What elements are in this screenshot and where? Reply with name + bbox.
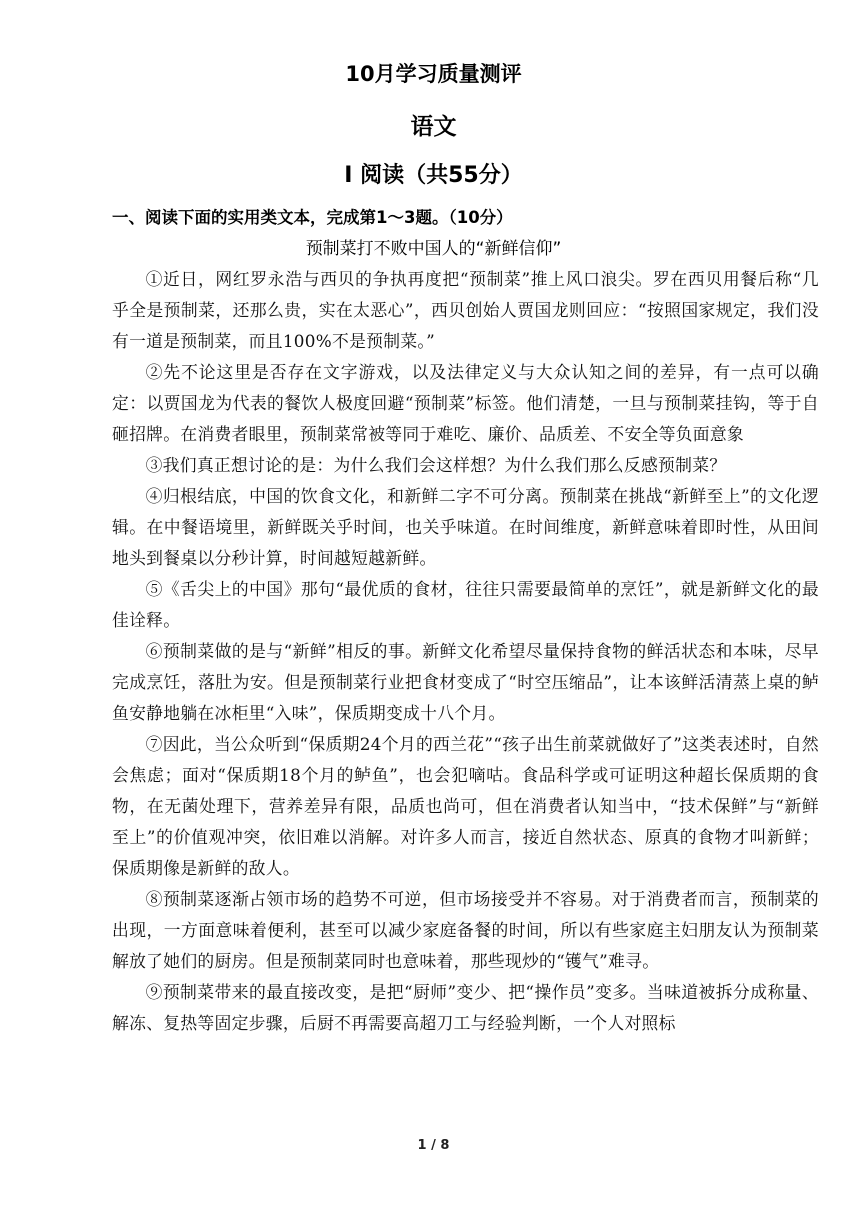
paragraph-9: ⑨预制菜带来的最直接改变，是把“厨师”变少、把“操作员”变多。当味道被拆分成称量、解冻、复热等固定步骤，后厨不再需要高超刀工与经验判断，一个人对照标 — [112, 982, 819, 1033]
paragraph-3: ③我们真正想讨论的是：为什么我们会这样想？为什么我们那么反感预制菜？ — [145, 455, 727, 475]
paragraph-5: ⑤《舌尖上的中国》那句“最优质的食材，往往只需要最简单的烹饪”，就是新鲜文化的最佳诠释。 — [112, 579, 819, 630]
paragraph-1: ①近日，网红罗永浩与西贝的争执再度把“预制菜”推上风口浪尖。罗在西贝用餐后称“几乎全是预制菜，还那么贵，实在太恶心”，西贝创始人贾国龙则回应：“按照国家规定，我们没有一道是预制菜，而且100%不是预制菜。” — [112, 269, 819, 351]
paragraph-4: ④归根结底，中国的饮食文化，和新鲜二字不可分离。预制菜在挑战“新鲜至上”的文化逻辑。在中餐语境里，新鲜既关乎时间，也关乎味道。在时间维度，新鲜意味着即时性，从田间地头到餐桌以分秒计算，时间越短越新鲜。 — [112, 486, 819, 568]
question-instruction: 一、阅读下面的实用类文本，完成第1～3题。（10分） — [112, 208, 513, 227]
subject-title: 语文 — [410, 114, 457, 140]
section-title: I 阅读（共55分） — [344, 163, 523, 188]
article-title: 预制菜打不败中国人的“新鲜信仰” — [305, 239, 562, 259]
paragraph-6: ⑥预制菜做的是与“新鲜”相反的事。新鲜文化希望尽量保持食物的鲜活状态和本味，尽早完成烹饪，落肚为安。但是预制菜行业把食材变成了“时空压缩品”，让本该鲜活清蒸上桌的鲈鱼安静地躺在冰柜里“入味”，保质期变成十八个月。 — [112, 641, 819, 723]
paragraph-2: ②先不论这里是否存在文字游戏，以及法律定义与大众认知之间的差异，有一点可以确定：以贾国龙为代表的餐饮人极度回避“预制菜”标签。他们清楚，一旦与预制菜挂钩，等于自砸招牌。在消费者眼里，预制菜常被等同于难吃、廉价、品质差、不安全等负面意象 — [112, 362, 819, 444]
exam-title: 10月学习质量测评 — [345, 62, 522, 86]
article-body — [112, 264, 819, 1039]
paragraph-8: ⑧预制菜逐渐占领市场的趋势不可逆，但市场接受并不容易。对于消费者而言，预制菜的出现，一方面意味着便利，甚至可以减少家庭备餐的时间，所以有些家庭主妇朋友认为预制菜解放了她们的厨房。但是预制菜同时也意味着，那些现炒的“镬气”难寻。 — [112, 889, 819, 971]
paragraph-7: ⑦因此，当公众听到“保质期24个月的西兰花”“孩子出生前菜就做好了”这类表述时，自然会焦虑；面对“保质期18个月的鲈鱼”，也会犯嘀咕。食品科学或可证明这种超长保质期的食物，在无菌处理下，营养差异有限，品质也尚可，但在消费者认知当中，“技术保鲜”与“新鲜至上”的价值观冲突，依旧难以消解。对许多人而言，接近自然状态、原真的食物才叫新鲜；保质期像是新鲜的敌人。 — [112, 734, 819, 878]
page-number: 1 / 8 — [417, 1138, 450, 1153]
